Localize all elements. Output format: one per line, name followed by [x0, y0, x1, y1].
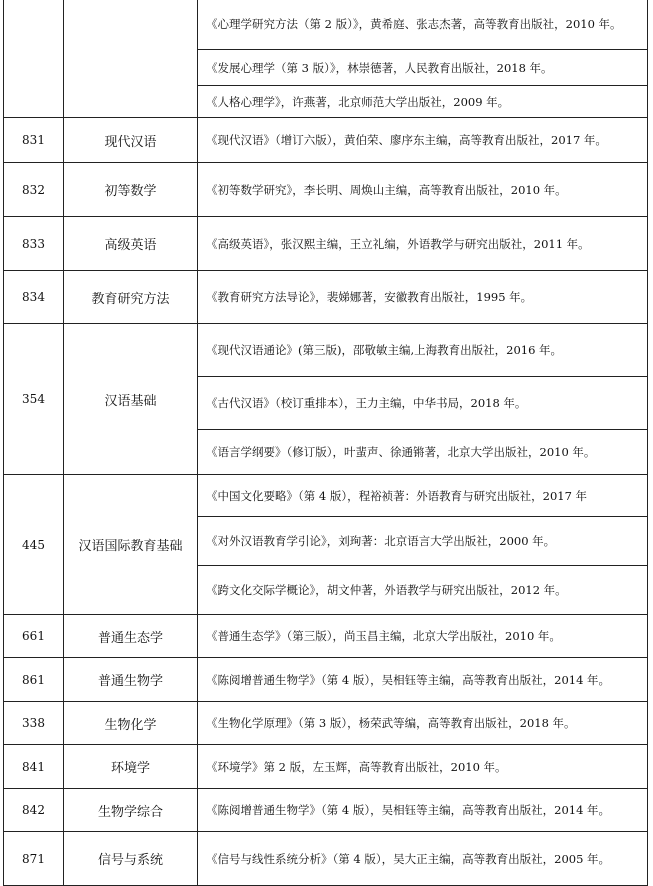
reference-book: 《生物化学原理》（第 3 版），杨荣武等编，高等教育出版社，2018 年。: [198, 702, 648, 745]
subject-code-cell: 338: [4, 702, 64, 745]
subject-name-cell: 生物学综合: [64, 789, 198, 832]
table-row: [4, 789, 648, 832]
subject-name-cell: 生物化学: [64, 702, 198, 745]
subject-name-cell: 教育研究方法: [64, 271, 198, 324]
subject-name-cell: 汉语基础: [64, 324, 198, 475]
reference-book: 《教育研究方法导论》，裴娣娜著，安徽教育出版社，1995 年。: [198, 271, 648, 324]
subject-name-cell: 高级英语: [64, 217, 198, 271]
reference-book: 《现代汉语》（增订六版），黄伯荣、廖序东主编，高等教育出版社，2017 年。: [198, 118, 648, 163]
table-row: [4, 0, 648, 50]
reference-book: 《跨文化交际学概论》，胡文仲著，外语教学与研究出版社，2012 年。: [198, 566, 648, 615]
reference-book: 《环境学》第 2 版，左玉辉，高等教育出版社，2010 年。: [198, 745, 648, 789]
reference-book: 《语言学纲要》（修订版），叶蜚声、徐通锵著，北京大学出版社，2010 年。: [198, 430, 648, 475]
reference-book: 《发展心理学（第 3 版）》，林崇德著，人民教育出版社，2018 年。: [198, 50, 648, 86]
table-row: [4, 475, 648, 517]
subject-code-cell: 832: [4, 163, 64, 217]
subject-name-cell: 初等数学: [64, 163, 198, 217]
subject-code-cell: 842: [4, 789, 64, 832]
table-row: [4, 615, 648, 658]
subject-code-cell: 834: [4, 271, 64, 324]
subject-name-cell: 普通生物学: [64, 658, 198, 702]
table-row: [4, 324, 648, 377]
subject-code-cell: 833: [4, 217, 64, 271]
subject-name-cell: 现代汉语: [64, 118, 198, 163]
table-row: [4, 118, 648, 163]
reference-book: 《初等数学研究》，李长明、周焕山主编，高等教育出版社，2010 年。: [198, 163, 648, 217]
subject-name-cell: 信号与系统: [64, 832, 198, 886]
reference-book: 《现代汉语通论》(第三版)，邵敬敏主编,上海教育出版社，2016 年。: [198, 324, 648, 377]
subject-code-cell: [4, 0, 64, 118]
reference-book: 《心理学研究方法（第 2 版）》，黄希庭、张志杰著，高等教育出版社，2010 年。: [198, 0, 648, 50]
subject-code-cell: 831: [4, 118, 64, 163]
subject-name-cell: 汉语国际教育基础: [64, 475, 198, 615]
reference-book: 《高级英语》，张汉熙主编，王立礼编，外语教学与研究出版社，2011 年。: [198, 217, 648, 271]
table-row: [4, 745, 648, 789]
subject-code-cell: 661: [4, 615, 64, 658]
subject-name-cell: 普通生态学: [64, 615, 198, 658]
reference-book: 《人格心理学》，许燕著，北京师范大学出版社，2009 年。: [198, 86, 648, 118]
subject-code-cell: 841: [4, 745, 64, 789]
table-row: [4, 702, 648, 745]
reference-book: 《普通生态学》（第三版），尚玉昌主编，北京大学出版社，2010 年。: [198, 615, 648, 658]
exam-reference-table: [3, 0, 648, 886]
subject-name-cell: 环境学: [64, 745, 198, 789]
reference-book: 《中国文化要略》（第 4 版），程裕祯著：外语教育与研究出版社，2017 年: [198, 475, 648, 517]
subject-code-cell: 445: [4, 475, 64, 615]
subject-name-cell: [64, 0, 198, 118]
reference-book: 《陈阅增普通生物学》（第 4 版），吴相钰等主编，高等教育出版社，2014 年。: [198, 789, 648, 832]
table-row: [4, 271, 648, 324]
reference-book: 《信号与线性系统分析》（第 4 版），吴大正主编，高等教育出版社，2005 年。: [198, 832, 648, 886]
subject-code-cell: 354: [4, 324, 64, 475]
reference-book: 《古代汉语》（校订重排本），王力主编，中华书局，2018 年。: [198, 377, 648, 430]
subject-code-cell: 871: [4, 832, 64, 886]
subject-code-cell: 861: [4, 658, 64, 702]
reference-book: 《对外汉语教育学引论》，刘珣著：北京语言大学出版社，2000 年。: [198, 517, 648, 566]
table-row: [4, 658, 648, 702]
table-row: [4, 832, 648, 886]
table-row: [4, 163, 648, 217]
reference-book: 《陈阅增普通生物学》（第 4 版），吴相钰等主编，高等教育出版社，2014 年。: [198, 658, 648, 702]
table-row: [4, 217, 648, 271]
